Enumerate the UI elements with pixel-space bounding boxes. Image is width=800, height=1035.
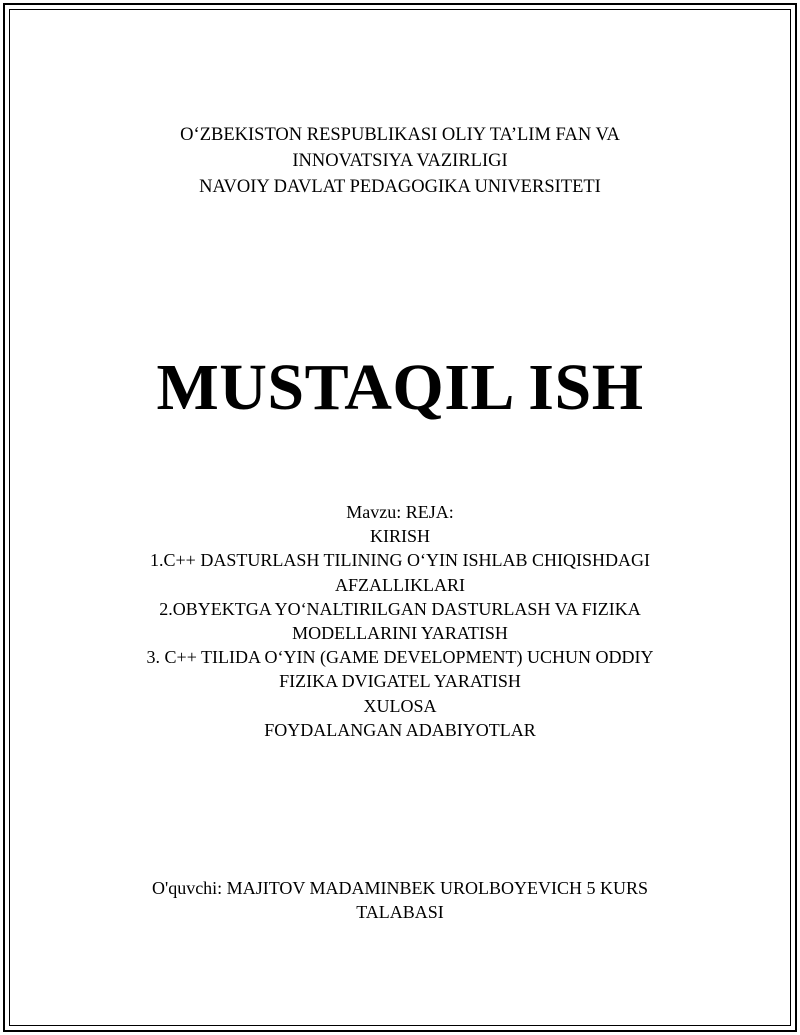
- plan-line: MODELLARINI YARATISH: [292, 623, 508, 644]
- plan-line: FIZIKA DVIGATEL YARATISH: [279, 671, 521, 692]
- plan-line: Mavzu: REJA:: [346, 502, 454, 522]
- plan-line: AFZALLIKLARI: [335, 574, 465, 595]
- plan-line: 3. C++ TILIDA O‘YIN (GAME DEVELOPMENT) UCHUN ODDIY: [146, 647, 654, 668]
- student-line: TALABASI: [356, 902, 444, 922]
- plan-line: KIRISH: [369, 526, 430, 547]
- plan-line: 2.OBYEKTGA YO‘NALTIRILGAN DASTURLASH VA FIZIKA: [159, 598, 641, 619]
- header-line: O‘ZBEKISTON RESPUBLIKASI OLIY TA’LIM FAN VA: [180, 125, 620, 145]
- student-info: [0, 876, 800, 924]
- student-line: O'quvchi: MAJITOV MADAMINBEK UROLBOYEVICH 5 KURS: [151, 878, 649, 898]
- plan-line: XULOSA: [363, 695, 437, 716]
- plan-line: FOYDALANGAN ADABIYOTLAR: [264, 719, 536, 740]
- institution-header: [0, 122, 800, 200]
- plan-line: 1.C++ DASTURLASH TILINING O‘YIN ISHLAB CHIQISHDAGI: [150, 550, 650, 571]
- header-line: INNOVATSIYA VAZIRLIGI: [292, 151, 508, 171]
- document-title: MUSTAQIL ISH: [156, 351, 644, 424]
- header-line: NAVOIY DAVLAT PEDAGOGIKA UNIVERSITETI: [199, 177, 601, 197]
- topic-plan: [0, 500, 800, 742]
